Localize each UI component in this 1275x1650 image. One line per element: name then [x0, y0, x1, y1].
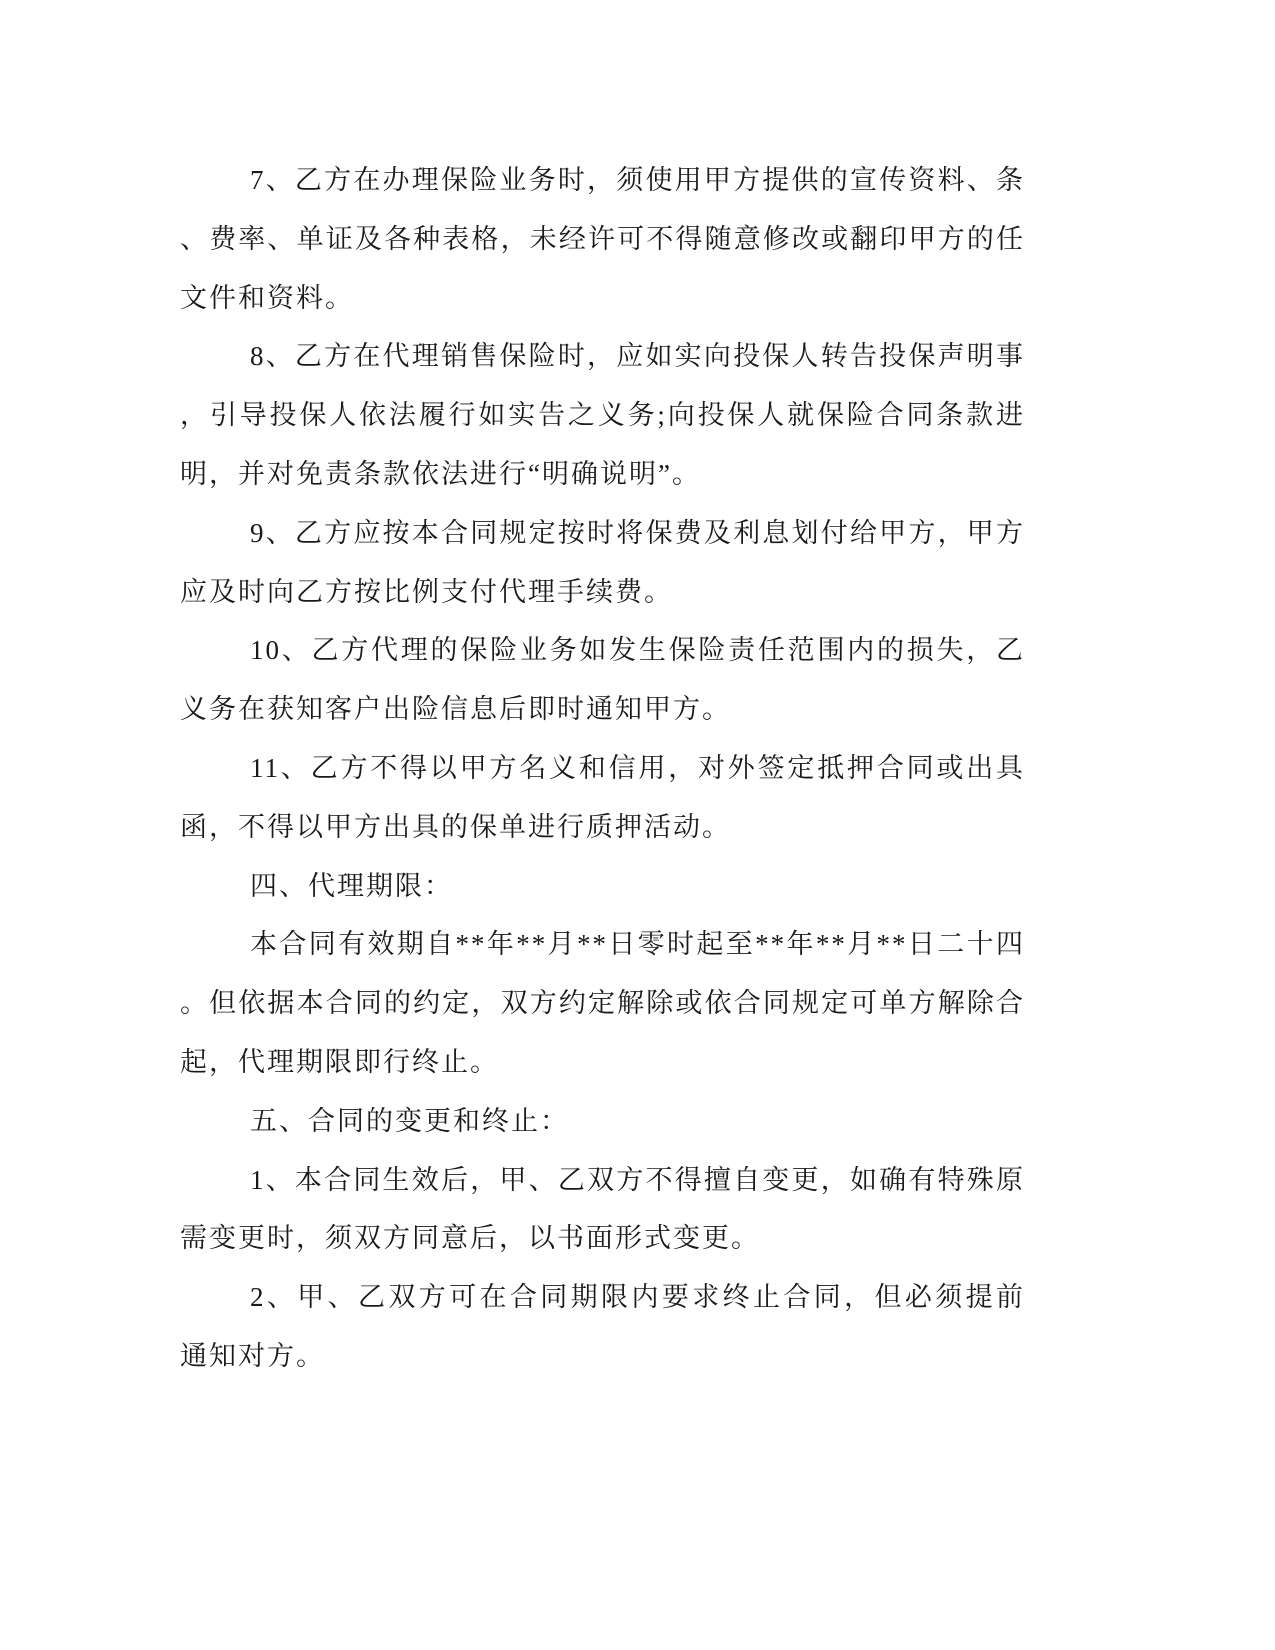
- text-line: 义务在获知客户出险信息后即时通知甲方。: [180, 694, 731, 725]
- paragraph: [180, 504, 1025, 622]
- text-line: 五、合同的变更和终止：: [250, 1105, 569, 1136]
- text-line: 文件和资料。: [180, 282, 354, 313]
- paragraph: [180, 1268, 1025, 1386]
- text-line: 8、乙方在代理销售保险时，应如实向投保人转告投保声明事: [250, 341, 1025, 372]
- text-line: 通知对方。: [180, 1340, 325, 1371]
- paragraph: [180, 327, 1025, 503]
- text-line: 明，并对免责条款依法进行“明确说明”。: [180, 458, 701, 489]
- text-line: 10、乙方代理的保险业务如发生保险责任范围内的损失，乙: [250, 635, 1025, 666]
- text-line: 四、代理期限：: [250, 870, 453, 901]
- paragraph: [180, 151, 1025, 327]
- text-line: 11、乙方不得以甲方名义和信用，对外签定抵押合同或出具: [250, 752, 1025, 783]
- paragraph: [180, 915, 1025, 1091]
- text-line: 需变更时，须双方同意后，以书面形式变更。: [180, 1223, 760, 1254]
- paragraph: [180, 857, 1025, 916]
- text-line: 1、本合同生效后，甲、乙双方不得擅自变更，如确有特殊原: [250, 1164, 1025, 1195]
- text-line: 9、乙方应按本合同规定按时将保费及利息划付给甲方，甲方: [250, 517, 1025, 548]
- text-line: 2、甲、乙双方可在合同期限内要求终止合同，但必须提前: [250, 1282, 1025, 1313]
- text-line: 、费率、单证及各种表格，未经许可不得随意修改或翻印甲方的任: [180, 223, 1025, 254]
- text-line: 7、乙方在办理保险业务时，须使用甲方提供的宣传资料、条: [250, 165, 1025, 195]
- text-line: 本合同有效期自**年**月**日零时起至**年**月**日二十四: [250, 929, 1025, 960]
- paragraph: [180, 1092, 1025, 1151]
- paragraph: [180, 621, 1025, 739]
- text-line: 应及时向乙方按比例支付代理手续费。: [180, 576, 673, 607]
- text-line: 。但依据本合同的约定，双方约定解除或依合同规定可单方解除合: [180, 988, 1025, 1019]
- document-page: [180, 151, 1025, 1386]
- text-line: 函，不得以甲方出具的保单进行质押活动。: [180, 811, 731, 842]
- text-line: 起，代理期限即行终止。: [180, 1046, 499, 1077]
- paragraph: [180, 739, 1025, 857]
- text-line: ，引导投保人依法履行如实告之义务;向投保人就保险合同条款进: [180, 400, 1025, 431]
- paragraph: [180, 1151, 1025, 1269]
